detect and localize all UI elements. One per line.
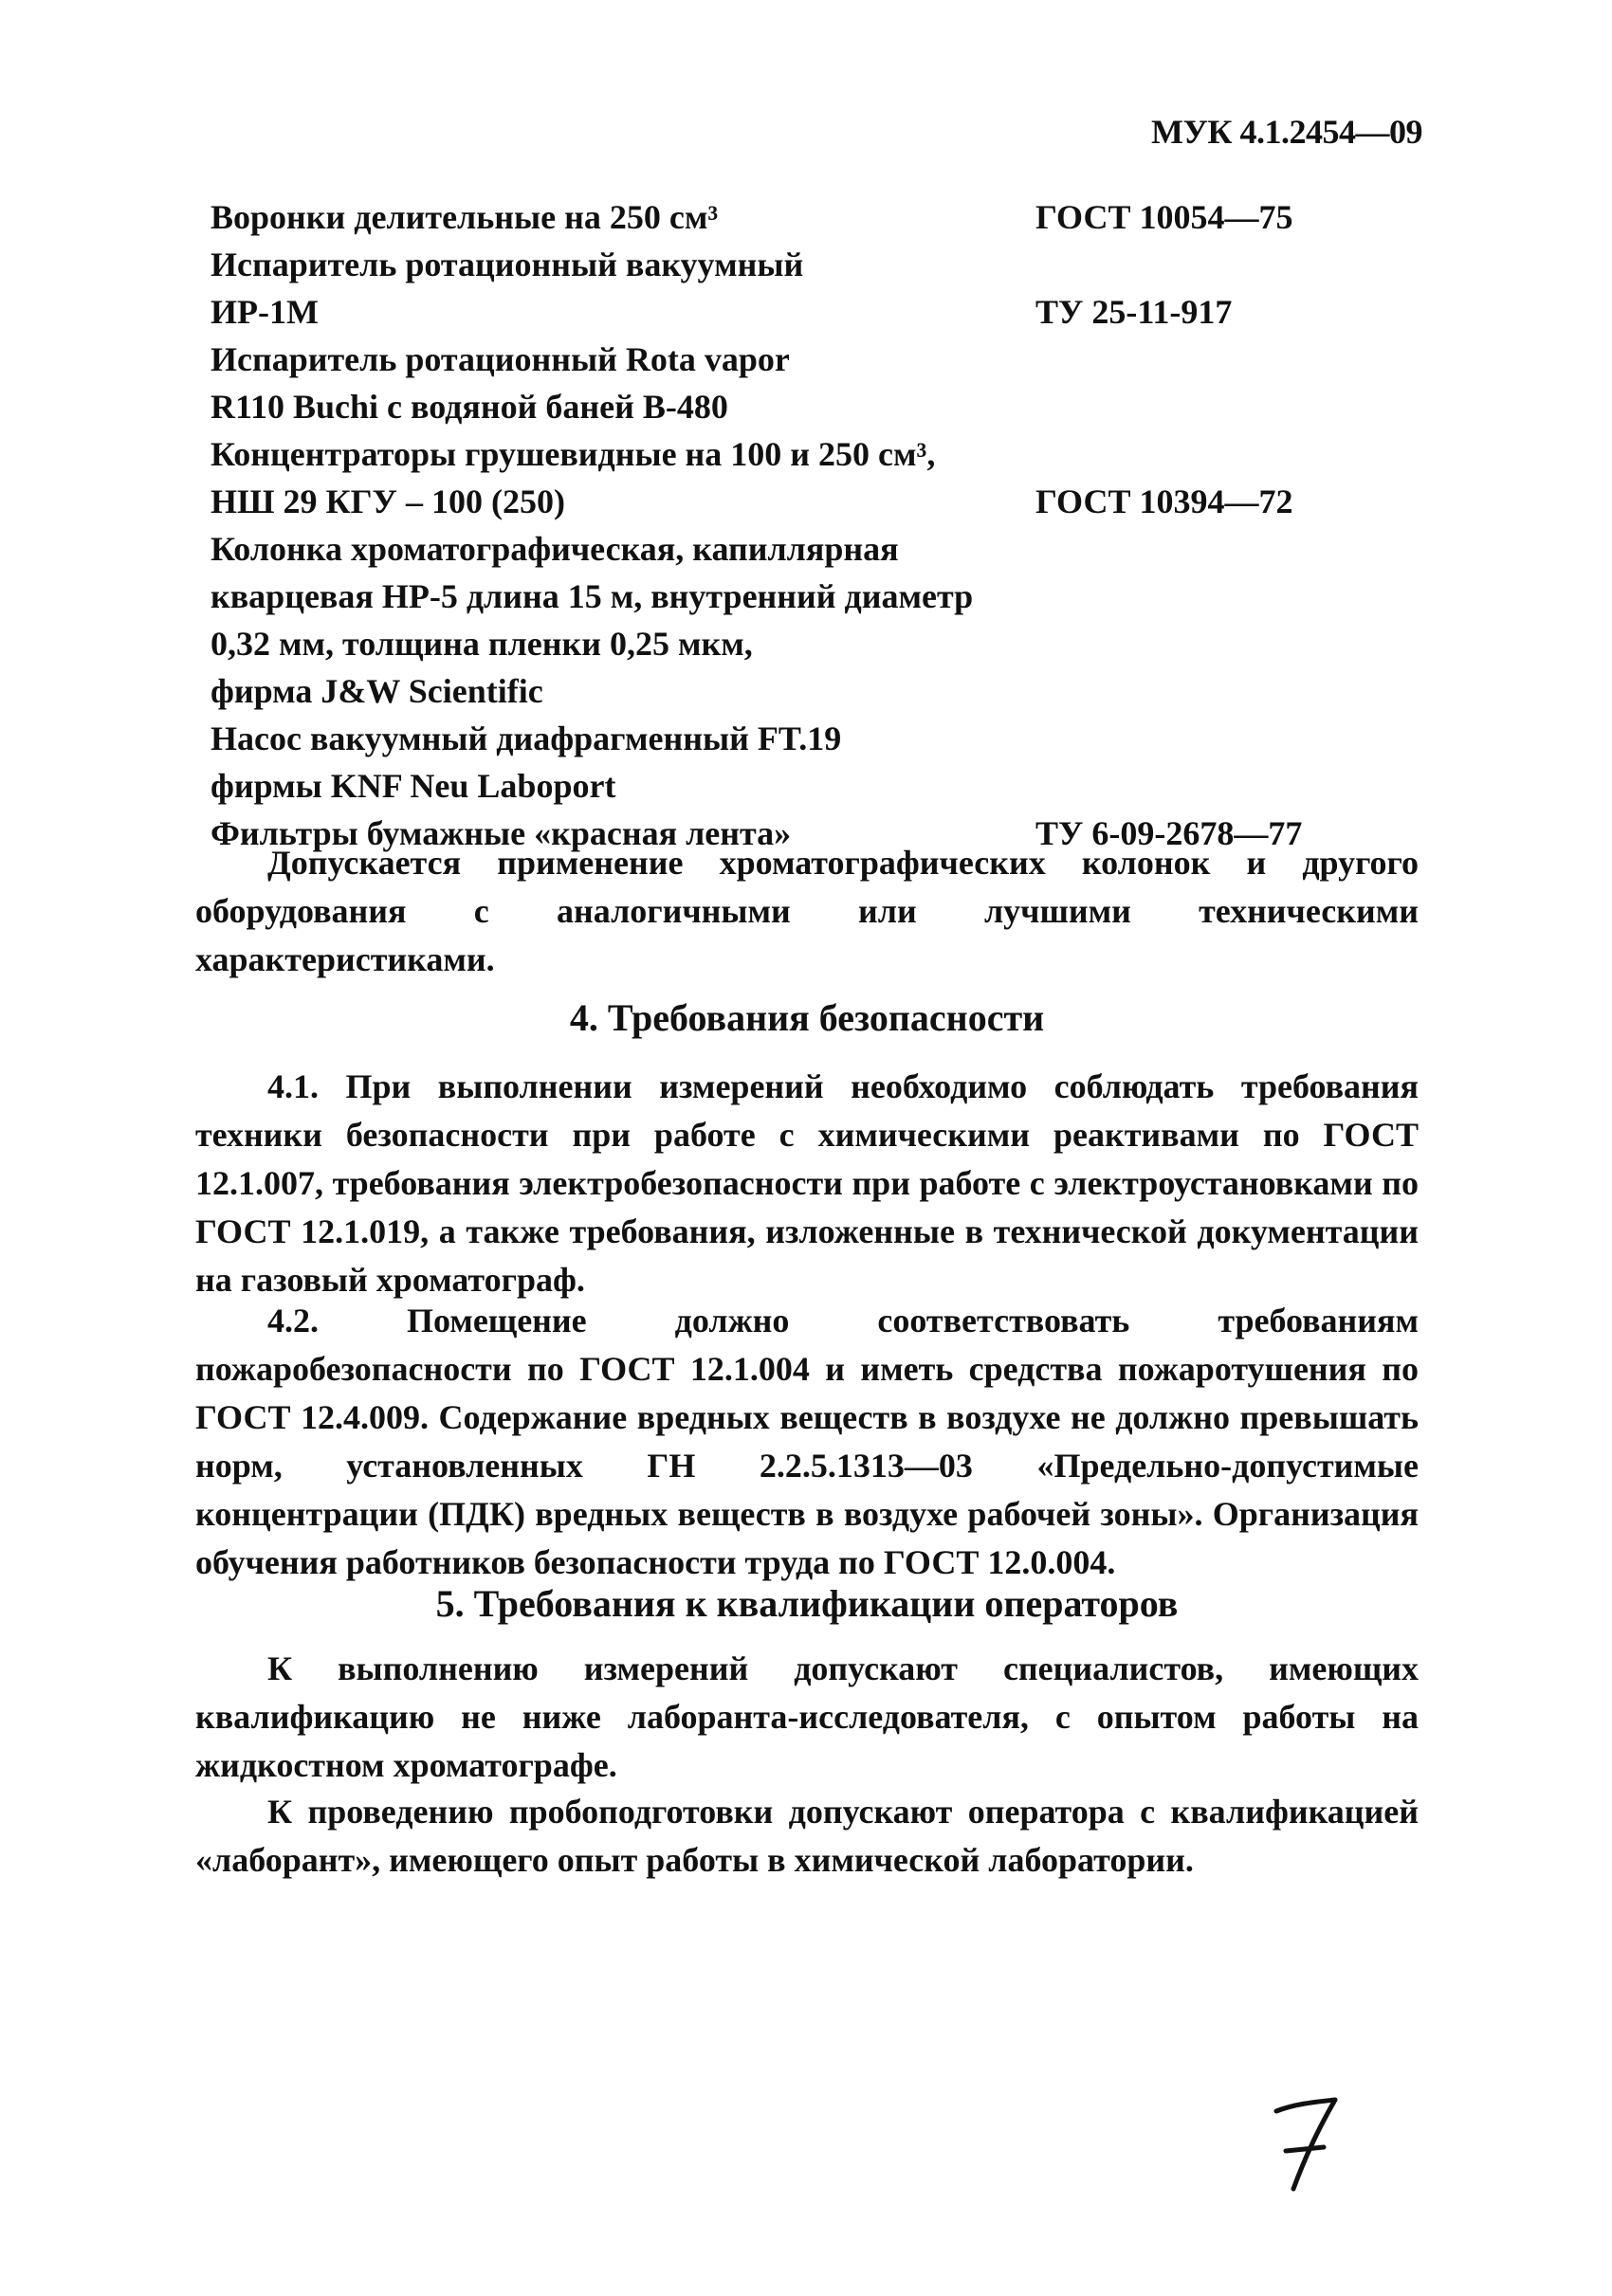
equipment-name bbox=[211, 715, 1329, 810]
equipment-name-line: Испаритель ротационный Rota vapor bbox=[211, 340, 790, 378]
equipment-name bbox=[211, 336, 1329, 430]
equipment-name-line: Концентраторы грушевидные на 100 и 250 см³, bbox=[211, 435, 936, 473]
section-5-paragraph-1: К выполнению измерений допускают специалистов, имеющих квалификацию не ниже лаборанта-исследователя, с опытом работы на жидкостном хроматографе. bbox=[195, 1649, 1419, 1784]
section-5-paragraph-2: К проведению пробоподготовки допускают оператора с квалификацией «лаборант», имеющего опыт работы в химической лаборатории. bbox=[195, 1793, 1419, 1879]
section-4-title: 4. Требования безопасности bbox=[569, 996, 1045, 1039]
section-4-paragraph-1: 4.1. При выполнении измерений необходимо соблюдать требования техники безопасности при работе с химическими реактивами по ГОСТ 12.1.007, требования электробезопасности при работе с электроустановками по ГОСТ 12.1.019, а также требования, изложенные в технической документации на газовый хроматограф. bbox=[195, 1067, 1419, 1299]
equipment-name-line: фирмы KNF Neu Laboport bbox=[211, 767, 616, 805]
equipment-name-line: 0,32 мм, толщина пленки 0,25 мкм, bbox=[211, 625, 753, 663]
equipment-item bbox=[211, 193, 1329, 241]
equipment-name-line: Колонка хроматографическая, капиллярная bbox=[211, 530, 899, 568]
page-number bbox=[1269, 2090, 1345, 2195]
equipment-name-line: R110 Buchi с водяной баней В-480 bbox=[211, 388, 728, 426]
equipment-standard: ТУ 6-09-2678—77 bbox=[1035, 814, 1303, 852]
equipment-name bbox=[211, 525, 1329, 715]
equipment-name-line: ИР-1М bbox=[211, 293, 319, 331]
equipment-name-line: фирма J&W Scientific bbox=[211, 672, 543, 710]
equipment-list bbox=[211, 193, 1329, 857]
equipment-item bbox=[211, 241, 1329, 336]
equipment-item bbox=[211, 525, 1329, 715]
equipment-item bbox=[211, 336, 1329, 430]
equipment-item bbox=[211, 715, 1329, 810]
equipment-name-line: Насос вакуумный диафрагменный FT.19 bbox=[211, 720, 842, 757]
section-4-paragraph-2: 4.2. Помещение должно соответствовать требованиям пожаробезопасности по ГОСТ 12.1.004 и иметь средства пожаротушения по ГОСТ 12.4.009. Содержание вредных веществ в воздухе не должно превышать норм, установленных ГН 2.2.5.1313—03 «Предельно-допустимые концентрации (ПДК) вредных веществ в воздухе рабочей зоны». Организация обучения работников безопасности труда по ГОСТ 12.0.004. bbox=[195, 1302, 1419, 1581]
equipment-standard: ТУ 25-11-917 bbox=[1035, 293, 1233, 331]
equipment-name-line: кварцевая HP-5 длина 15 м, внутренний диаметр bbox=[211, 577, 974, 615]
equipment-note: Допускается применение хроматографических колонок и другого оборудования с аналогичными или лучшими техническими характеристиками. bbox=[195, 844, 1419, 978]
equipment-standard: ГОСТ 10394—72 bbox=[1035, 483, 1293, 520]
equipment-item bbox=[211, 430, 1329, 525]
equipment-name-line: Воронки делительные на 250 см³ bbox=[211, 198, 719, 236]
equipment-name-line: Фильтры бумажные «красная лента» bbox=[211, 814, 792, 852]
section-5-title: 5. Требования к квалификации операторов bbox=[435, 1582, 1179, 1625]
document-code: МУК 4.1.2454—09 bbox=[1150, 113, 1422, 151]
equipment-name-line: НШ 29 КГУ – 100 (250) bbox=[211, 483, 565, 520]
equipment-standard: ГОСТ 10054—75 bbox=[1035, 198, 1293, 236]
equipment-name-line: Испаритель ротационный вакуумный bbox=[211, 246, 804, 283]
